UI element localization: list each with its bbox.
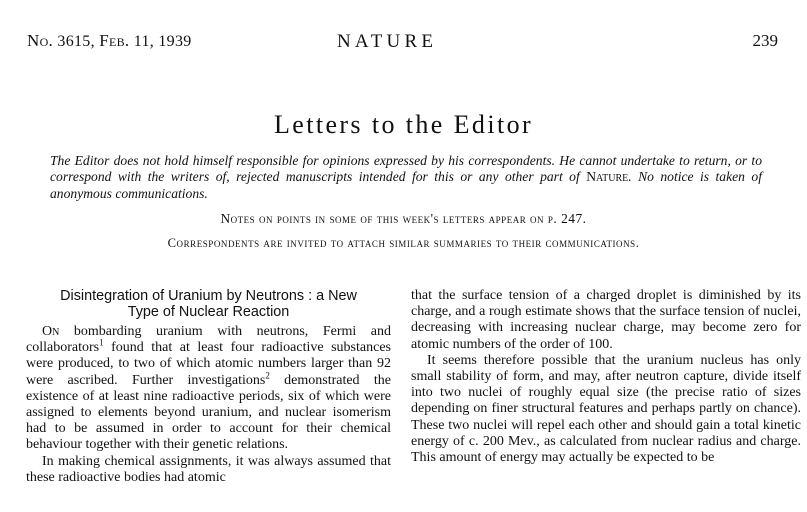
- reference-2: 2: [265, 369, 270, 380]
- right-paragraph-2: It seems therefore possible that the uranium nucleus has only small stability of form, and may, after neutron capture, divide itself into two nuclei of roughly equal size (the precise ratio of sizes depending on finer structural features and perhaps partly on chance). These two nuclei will repel each other and should gain a total kinetic energy of c. 200 Mev., as calculated from nuclear radius and charge. This amount of energy may actually be expected to be: [411, 352, 801, 466]
- paragraph-1-text-a: bombarding uranium with neutrons, Fermi and collaborators: [26, 324, 391, 356]
- reference-1: 1: [99, 337, 104, 348]
- section-title: Letters to the Editor: [273, 110, 534, 139]
- running-header: [0, 31, 807, 55]
- paragraph-1: [26, 324, 391, 454]
- notes-line-2: Correspondents are invited to attach similar summaries to their communications.: [167, 236, 640, 250]
- paragraph-1-text-b: found that at least four radioactive substances were produced, to two of which atomic numbers larger than 92 were ascribed. Further investigations: [26, 340, 391, 388]
- paragraph-2: In making chemical assignments, it was always assumed that these radioactive bodies had atomic: [26, 453, 391, 485]
- disclaimer-text-1: The Editor does not hold himself responsible for opinions expressed by his correspondents. He cannot undertake to return, or to correspond with the writers of, rejected manuscripts intended for this or any other part of: [50, 153, 762, 185]
- article-title-line-2: Type of Nuclear Reaction: [127, 304, 290, 320]
- article-title-line-1: Disintegration of Uranium by Neutrons : a New: [60, 288, 357, 304]
- journal-name: NATURE: [337, 31, 438, 52]
- page-number: 239: [752, 31, 778, 50]
- issue-day-year: 11, 1939: [133, 33, 192, 50]
- disclaimer-text-2: . No notice is taken of anonymous communications.: [50, 169, 762, 201]
- article-title: [26, 288, 391, 320]
- left-column: [26, 288, 391, 486]
- notes-line-1: Notes on points in some of this week's letters appear on p. 247.: [220, 211, 587, 226]
- issue-month: Feb.: [99, 31, 130, 50]
- issue-number: 3615,: [57, 33, 95, 50]
- disclaimer-nature: Nature: [586, 169, 629, 185]
- issue-label: No.: [27, 31, 54, 50]
- right-column: [411, 288, 801, 466]
- issue-info: [27, 31, 192, 51]
- editor-disclaimer: [50, 153, 762, 202]
- paragraph-1-text-c: demonstrated the existence of at least nine radioactive periods, six of which were assigned to elements beyond uranium, and nuclear isomerism had to be assumed in order to account for their chemical behaviour together with their genetic relations.: [26, 372, 391, 453]
- paragraph-1-lead: On: [42, 324, 60, 339]
- right-paragraph-1: that the surface tension of a charged droplet is diminished by its charge, and a rough estimate shows that the surface tension of nuclei, decreasing with increasing nuclear charge, may become zero for atomic numbers of the order of 100.: [411, 288, 801, 352]
